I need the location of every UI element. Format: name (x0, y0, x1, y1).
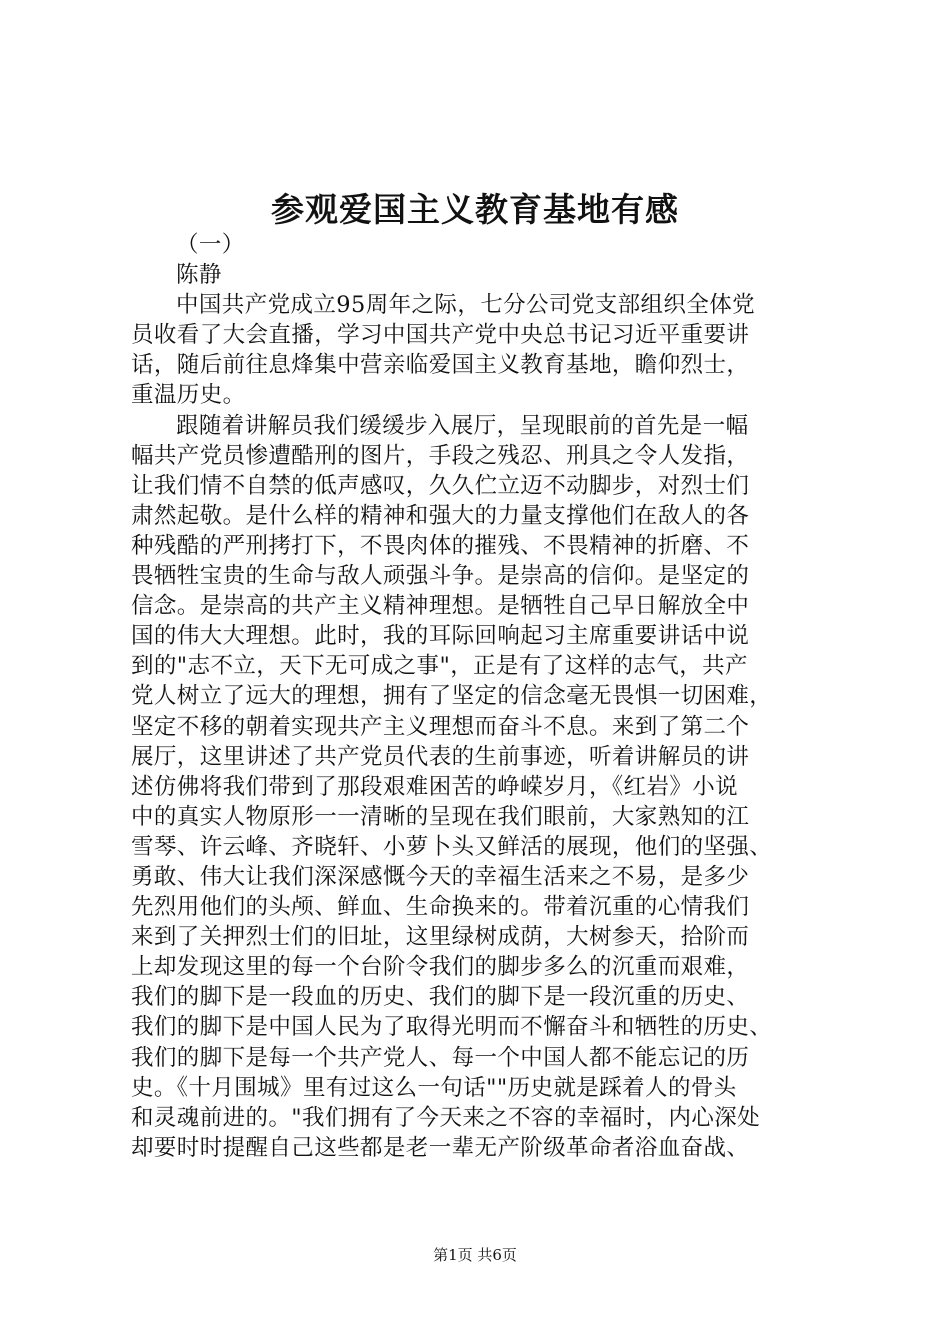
body-line: 让我们情不自禁的低声感叹，久久伫立迈不动脚步，对烈士们 (131, 472, 750, 499)
page-footer: 第1页 共6页 (433, 1246, 517, 1264)
body-line: 上却发现这里的每一个台阶令我们的脚步多么的沉重而艰难， (131, 954, 750, 981)
body-line: 我们的脚下是中国人民为了取得光明而不懈奋斗和牺牲的历史、 (131, 1014, 773, 1041)
body-line: 重温历史。 (131, 382, 246, 409)
document-body (131, 230, 821, 1163)
body-line: 信念。是崇高的共产主义精神理想。是牺牲自己早日解放全中 (131, 593, 750, 620)
body-line: 却要时时提醒自己这些都是老一辈无产阶级革命者浴血奋战、 (131, 1134, 750, 1161)
body-line: 幅共产党员惨遭酷刑的图片，手段之残忍、刑具之令人发指， (131, 442, 750, 469)
body-line: 坚定不移的朝着实现共产主义理想而奋斗不息。来到了第二个 (131, 713, 750, 740)
section-heading: （一） (176, 232, 245, 258)
body-line: 肃然起敬。是什么样的精神和强大的力量支撑他们在敌人的各 (131, 502, 750, 529)
body-line: 员收看了大会直播，学习中国共产党中央总书记习近平重要讲 (131, 322, 750, 349)
body-line: 种残酷的严刑拷打下，不畏肉体的摧残、不畏精神的折磨、不 (131, 532, 750, 559)
body-line: 我们的脚下是每一个共产党人、每一个中国人都不能忘记的历 (131, 1044, 750, 1071)
author-name: 陈静 (176, 262, 222, 289)
body-line: 我们的脚下是一段血的历史、我们的脚下是一段沉重的历史、 (131, 984, 750, 1011)
body-line: 中国共产党成立95周年之际，七分公司党支部组织全体党 (176, 292, 756, 319)
body-line: 畏牺牲宝贵的生命与敌人顽强斗争。是崇高的信仰。是坚定的 (131, 563, 750, 590)
body-line: 中的真实人物原形一一清晰的呈现在我们眼前，大家熟知的江 (131, 803, 750, 830)
document-title: 参观爱国主义教育基地有感 (271, 190, 679, 229)
body-line: 跟随着讲解员我们缓缓步入展厅，呈现眼前的首先是一幅 (176, 412, 749, 439)
body-lines (131, 290, 821, 1163)
body-line: 勇敢、伟大让我们深深感慨今天的幸福生活来之不易，是多少 (131, 863, 750, 890)
body-line: 到的"志不立，天下无可成之事"，正是有了这样的志气，共产 (131, 653, 748, 680)
body-line: 国的伟大大理想。此时，我的耳际回响起习主席重要讲话中说 (131, 623, 750, 650)
body-line: 史。《十月围城》里有过这么一句话""历史就是踩着人的骨头 (131, 1074, 737, 1101)
body-line: 雪琴、许云峰、齐晓轩、小萝卜头又鲜活的展现，他们的坚强、 (131, 833, 773, 860)
body-line: 党人树立了远大的理想，拥有了坚定的信念毫无畏惧一切困难， (131, 683, 773, 710)
body-line: 展厅，这里讲述了共产党员代表的生前事迹，听着讲解员的讲 (131, 743, 750, 770)
body-line: 话，随后前往息烽集中营亲临爱国主义教育基地，瞻仰烈士， (131, 352, 750, 379)
body-line: 先烈用他们的头颅、鲜血、生命换来的。带着沉重的心情我们 (131, 894, 750, 921)
body-line: 来到了关押烈士们的旧址，这里绿树成荫，大树参天，拾阶而 (131, 924, 750, 951)
body-line: 述仿佛将我们带到了那段艰难困苦的峥嵘岁月，《红岩》小说 (131, 773, 739, 800)
body-line: 和灵魂前进的。"我们拥有了今天来之不容的幸福时，内心深处 (131, 1104, 761, 1131)
